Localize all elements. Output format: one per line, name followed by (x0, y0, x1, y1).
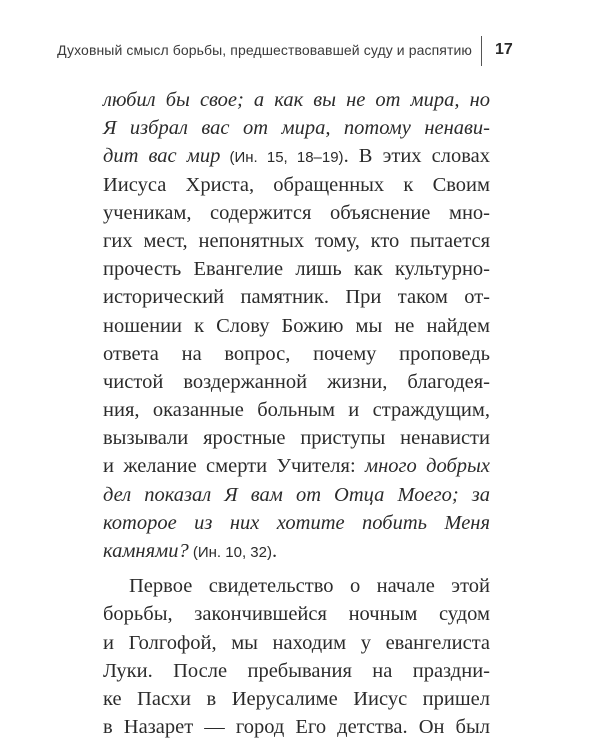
page-number: 17 (495, 41, 513, 58)
text-segment: камнями? (103, 540, 189, 562)
text-line (103, 452, 490, 480)
text-segment: прочесть Евангелие лишь как культурно- (103, 258, 490, 281)
text-line (103, 629, 490, 657)
text-segment: ния, оказанные больным и страждущим, (103, 399, 490, 422)
text-line (103, 114, 490, 142)
text-line (103, 685, 490, 713)
scripture-reference: (Ин. 15, 18–19) (220, 149, 344, 167)
text-segment: чистой воздержанной жизни, благодея- (103, 370, 490, 393)
text-segment: гих мест, непонятных тому, кто пытается (103, 229, 490, 252)
text-segment: дел показал Я вам от Отца Моего; за (103, 483, 490, 506)
body-text (103, 86, 490, 741)
text-line (103, 86, 490, 114)
text-line (103, 171, 490, 199)
text-line (103, 396, 490, 424)
text-segment: Иисуса Христа, обращенных к Своим (103, 173, 490, 196)
text-segment: Я избрал вас от мира, потому ненави- (103, 117, 490, 140)
text-segment: которое из них хотите побить Меня (103, 511, 490, 534)
running-head-title: Духовный смысл борьбы, предшествовавшей суду и распятию (57, 42, 472, 58)
text-segment: Луки. После пребывания на праздни- (103, 659, 490, 682)
scripture-reference: (Ин. 10, 32) (188, 544, 272, 561)
text-line (103, 481, 490, 509)
text-line (103, 424, 490, 452)
text-line (103, 657, 490, 685)
text-segment: . В этих словах (343, 145, 490, 168)
text-segment: ке Пасхи в Иерусалиме Иисус пришел (103, 687, 490, 710)
text-line (103, 312, 490, 340)
text-segment: вызывали яростные приступы ненависти (103, 427, 490, 450)
text-segment: много добрых (365, 455, 490, 478)
text-segment: ученикам, содержится объяснение мно- (103, 201, 490, 224)
text-line (103, 142, 490, 170)
text-segment: и желание смерти Учителя: (103, 455, 365, 478)
text-line (103, 509, 490, 537)
text-line (103, 600, 490, 628)
text-line (103, 368, 490, 396)
running-header (0, 36, 600, 66)
text-segment: борьбы, закончившейся ночным судом (103, 603, 490, 626)
text-line (103, 537, 490, 565)
text-segment: ношении к Слову Божию мы не найдем (103, 314, 490, 337)
text-segment: . (271, 540, 278, 562)
text-segment: Первое свидетельство о начале этой (129, 575, 490, 598)
text-line (103, 283, 490, 311)
text-line (103, 572, 490, 600)
text-segment: и Голгофой, мы находим у евангелиста (103, 631, 490, 654)
text-segment: ответа на вопрос, почему проповедь (103, 342, 490, 365)
text-segment: дит вас мир (103, 145, 221, 168)
text-line (103, 713, 490, 741)
header-divider (481, 36, 482, 66)
text-segment: любил бы свое; а как вы не от мира, но (103, 89, 490, 111)
text-line (103, 227, 490, 255)
text-line (103, 199, 490, 227)
text-line (103, 340, 490, 368)
text-segment: исторический памятник. При таком от- (103, 286, 490, 309)
text-segment: в Назарет — город Его детства. Он был (103, 716, 490, 739)
text-line (103, 255, 490, 283)
